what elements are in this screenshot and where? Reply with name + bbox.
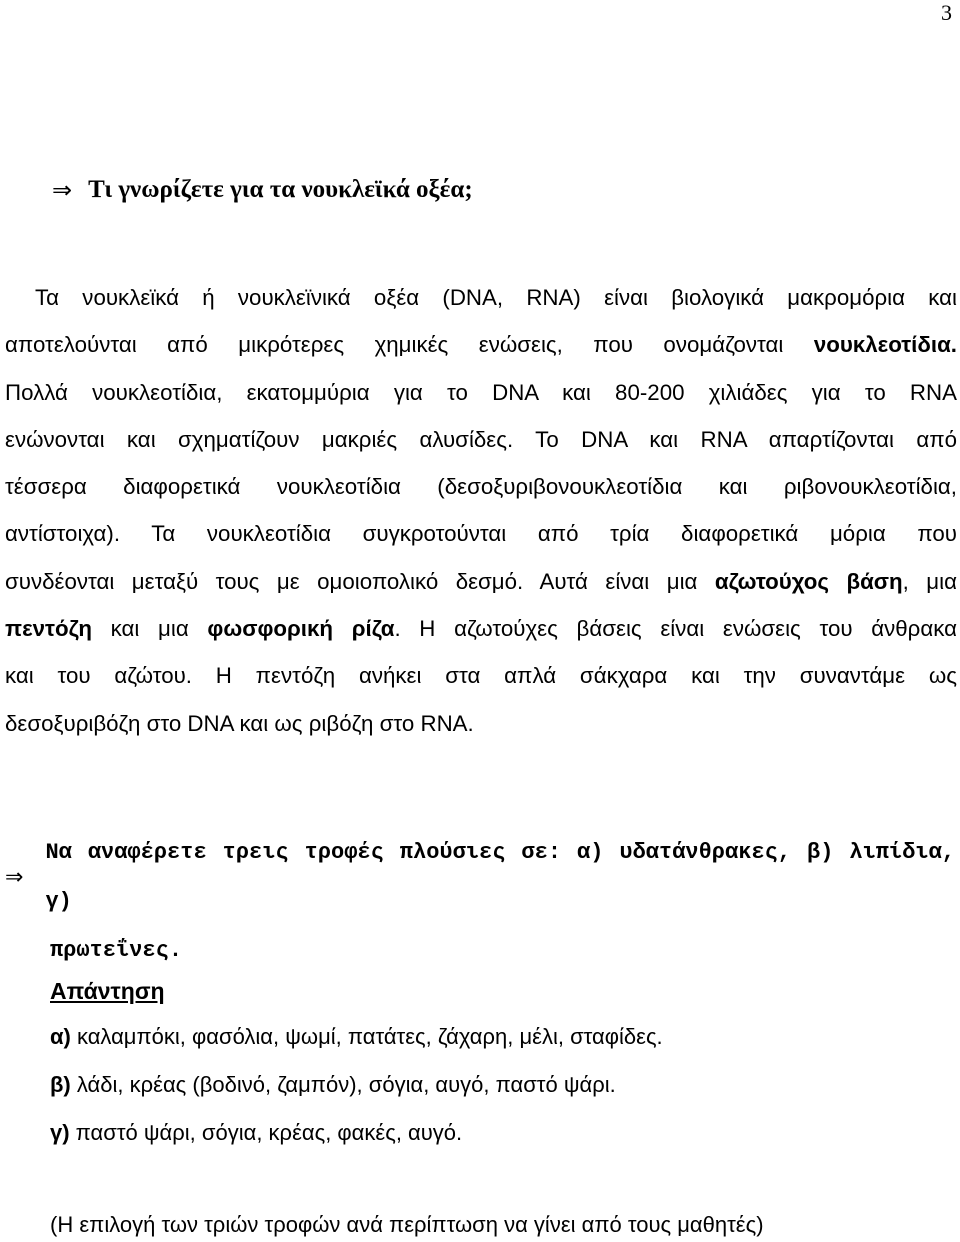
answer-text: λάδι, κρέας (βοδινό, ζαμπόν), σόγια, αυγό, παστό ψάρι. [70,1072,616,1097]
paragraph-text: συνδέονται μεταξύ τους με ομοιοπολικό δεσμό. Αυτά είναι μια [5,568,698,594]
answer-title: Απάντηση [50,978,165,1004]
answer-label: γ) [50,1120,70,1145]
question-1-heading [52,176,473,204]
page-number: 3 [941,0,952,25]
bold-term: νουκλεοτίδια. [813,332,957,358]
nucleic-acids-paragraph [5,274,957,747]
paragraph-text: . Η αζωτούχες βάσεις είναι ενώσεις του άνθρακα [394,616,957,642]
paragraph-line: δεσοξυριβόζη στο DNA και ως ριβόζη στο RNA. [5,710,474,736]
question-1-title: Τι γνωρίζετε για τα νουκλεϊκά οξέα; [88,176,473,203]
paragraph-line [5,558,957,605]
answer-note: (Η επιλογή των τριών τροφών ανά περίπτωση να γίνει από τους μαθητές) [50,1212,764,1237]
question-2-line: Να αναφέρετε τρεις τροφές πλούσιες σε: α) υδατάνθρακες, β) λιπίδια, γ) [45,840,955,914]
paragraph-line: ενώνονται και σχηματίζουν μακριές αλυσίδες. Το DNA και RNA απαρτίζονται από [5,426,957,452]
paragraph-text: και μια [91,616,208,642]
paragraph-text: , μια [902,568,957,594]
question-2-heading [5,828,955,975]
paragraph-line: και του αζώτου. Η πεντόζη ανήκει στα απλά σάκχαρα και την συναντάμε ως [5,663,957,689]
question-2-line: πρωτεΐνες. [50,938,183,963]
paragraph-line: Πολλά νουκλεοτίδια, εκατομμύρια για το DNA και 80-200 χιλιάδες για το RNA [5,379,957,405]
arrow-right-icon: ⇒ [52,176,73,204]
arrow-right-icon: ⇒ [5,864,24,890]
paragraph-text: αποτελούνται από μικρότερες χημικές ενώσεις, που ονομάζονται [5,332,784,358]
bold-term: πεντόζη [5,616,92,642]
answer-label: α) [50,1024,71,1049]
bold-term: φωσφορική ρίζα [207,616,395,642]
paragraph-line: Τα νουκλεϊκά ή νουκλεϊνικά οξέα (DNA, RNA) είναι βιολογικά μακρομόρια και [35,285,957,310]
answer-item-b [50,1072,616,1098]
paragraph-line [5,321,957,368]
answer-text: παστό ψάρι, σόγια, κρέας, φακές, αυγό. [69,1120,463,1145]
paragraph-line: αντίστοιχα). Τα νουκλεοτίδια συγκροτούνται από τρία διαφορετικά μόρια που [5,521,957,547]
paragraph-line [5,605,957,652]
bold-term: αζωτούχος βάση [714,568,903,594]
paragraph-line: τέσσερα διαφορετικά νουκλεοτίδια (δεσοξυριβονουκλεοτίδια και ριβονουκλεοτίδια, [5,474,957,500]
answer-label: β) [50,1072,71,1097]
answer-text: καλαμπόκι, φασόλια, ψωμί, πατάτες, ζάχαρη, μέλι, σταφίδες. [70,1024,663,1049]
answer-item-a [50,1024,663,1050]
answer-item-c [50,1120,462,1146]
